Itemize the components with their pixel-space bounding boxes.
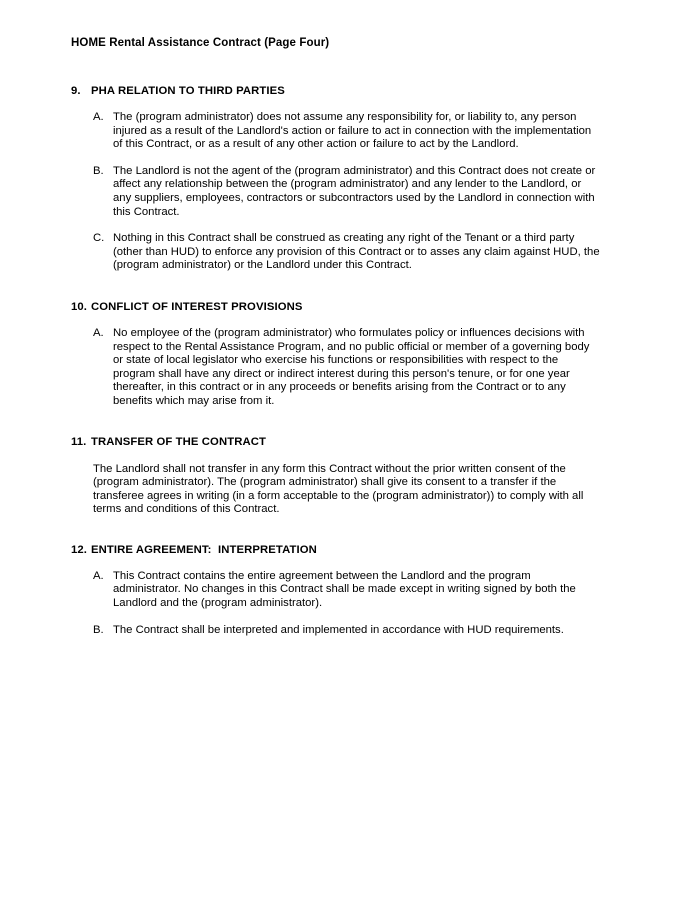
list-item-text: No employee of the (program administrator) who formulates policy or influences decisions with respect to the Rental Assistance Program, and no public official or member of a governing body or state of local legislator who exercise his functions or responsibilities with respect to the program shall have any direct or indirect interest during this person's tenure, or for one year thereafter, in this contract or in any proceeds or benefits arising from the Contract or to any benefits which may arise from it. xyxy=(113,326,590,407)
section-9-items xyxy=(71,111,601,273)
list-item-text: The Landlord is not the agent of the (program administrator) and this Contract does not create or affect any relationship between the (program administrator) and any lender to the Landlord, or any suppliers, employees, contractors or subcontractors used by the Landlord in connection with this Contract. xyxy=(113,164,596,218)
section-10 xyxy=(71,300,601,409)
section-11-title: TRANSFER OF THE CONTRACT xyxy=(91,435,266,448)
section-11 xyxy=(71,435,601,517)
document-content xyxy=(71,36,601,637)
section-9-number: 9. xyxy=(71,85,81,97)
section-11-paragraph: The Landlord shall not transfer in any form this Contract without the prior written consent of the (program administrator). The (program administrator) shall give its consent to a transfer if the transferee agrees in writing (in a form acceptable to the (program administrator)) to comply with all terms and conditions of this Contract. xyxy=(93,462,584,516)
section-10-title: CONFLICT OF INTEREST PROVISIONS xyxy=(91,300,303,313)
section-11-number: 11. xyxy=(71,435,87,448)
list-item-marker: C. xyxy=(93,232,105,245)
list-item xyxy=(71,111,601,152)
section-12-number: 12. xyxy=(71,543,88,556)
list-item-marker: B. xyxy=(93,164,104,177)
list-item-marker: A. xyxy=(93,111,104,123)
list-item-marker: B. xyxy=(93,623,104,636)
list-item xyxy=(71,232,601,273)
list-item-text: The (program administrator) does not assume any responsibility for, or liability to, any person injured as a result of the Landlord's action or failure to act in connection with the implementation of this Contract, or as a result of any other action or failure to act by the Landlord. xyxy=(113,111,592,151)
section-12 xyxy=(71,543,601,637)
list-item-text: Nothing in this Contract shall be construed as creating any right of the Tenant or a third party (other than HUD) to enforce any provision of this Contract or to asses any claim against HUD, the (program administrator) or the Landlord under this Contract. xyxy=(113,232,600,272)
list-item-marker: A. xyxy=(93,326,104,339)
section-12-heading xyxy=(71,543,601,557)
list-item-text: This Contract contains the entire agreement between the Landlord and the program administrator. No changes in this Contract shall be made except in writing signed by both the Landlord and the (program administrator). xyxy=(113,569,576,610)
section-9-title: PHA RELATION TO THIRD PARTIES xyxy=(91,85,285,97)
list-item-text: The Contract shall be interpreted and implemented in accordance with HUD requirements. xyxy=(113,623,564,636)
section-12-title: ENTIRE AGREEMENT: INTERPRETATION xyxy=(91,543,317,556)
section-10-heading xyxy=(71,300,601,314)
section-11-heading xyxy=(71,435,601,449)
section-9-heading xyxy=(71,84,601,98)
section-10-number: 10. xyxy=(71,300,88,313)
page-title: HOME Rental Assistance Contract (Page Four) xyxy=(71,37,330,49)
section-10-items xyxy=(71,327,601,409)
list-item-marker: A. xyxy=(93,569,104,582)
list-item xyxy=(71,570,601,611)
list-item xyxy=(71,624,601,638)
section-12-items xyxy=(71,570,601,637)
section-9 xyxy=(71,84,601,273)
list-item xyxy=(71,165,601,219)
list-item xyxy=(71,327,601,409)
